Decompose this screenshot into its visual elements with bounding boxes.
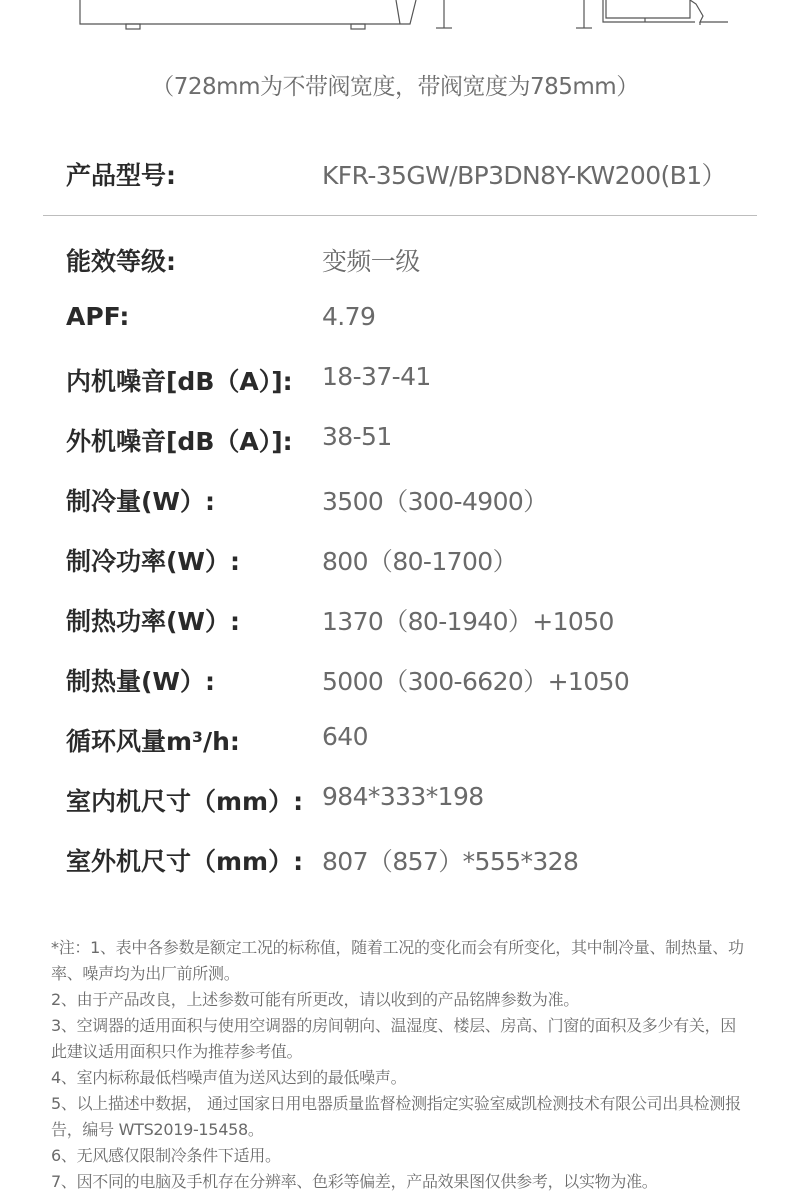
footnote: 7、因不同的电脑及手机存在分辨率、色彩等偏差，产品效果图仅供参考，以实物为准。: [51, 1172, 658, 1191]
spec-value: 807（857）*555*328: [322, 847, 579, 876]
footnote: 2、由于产品改良，上述参数可能有所更改，请以收到的产品铭牌参数为准。: [51, 990, 579, 1009]
spec-label: 室外机尺寸（mm）:: [66, 847, 304, 876]
spec-row-indoor-noise: [0, 356, 790, 416]
spec-value: 800（80-1700）: [322, 547, 517, 576]
spec-row-outdoor-noise: [0, 416, 790, 476]
spec-row-heating-capacity: [0, 656, 790, 716]
footnote: 5、以上描述中数据， 通过国家日用电器质量监督检测指定实验室威凯检测技术有限公司出具检测报告，编号 WTS2019-15458。: [51, 1094, 741, 1139]
spec-label: 制热量(W）:: [66, 667, 215, 696]
spec-value: 变频一级: [322, 247, 420, 276]
spec-row-airflow: [0, 716, 790, 776]
spec-row-apf: [0, 296, 790, 356]
spec-label: 室内机尺寸（mm）:: [66, 787, 304, 816]
spec-value: 3500（300-4900）: [322, 487, 548, 516]
unit-dimension-diagram: [0, 0, 790, 40]
spec-row-cooling-capacity: [0, 476, 790, 536]
divider: [43, 215, 757, 216]
spec-row-outdoor-size: [0, 836, 790, 896]
model-row: [0, 150, 790, 196]
spec-label: 内机噪音[dB（A）]:: [66, 367, 293, 396]
spec-value: 18-37-41: [322, 362, 431, 391]
footnote: *注：1、表中各参数是额定工况的标称值，随着工况的变化而会有所变化，其中制冷量、制热量、功率、噪声均为出厂前所测。: [51, 938, 744, 983]
footnote: 4、室内标称最低档噪声值为送风达到的最低噪声。: [51, 1068, 407, 1087]
spec-label: 循环风量m³/h:: [66, 727, 240, 756]
spec-value: 38-51: [322, 422, 392, 451]
spec-value: 984*333*198: [322, 782, 484, 811]
spec-label: 外机噪音[dB（A）]:: [66, 427, 293, 456]
spec-label: APF:: [66, 302, 130, 331]
footnote: 6、无风感仅限制冷条件下适用。: [51, 1146, 281, 1165]
spec-label: 能效等级:: [66, 247, 176, 276]
footnotes: [51, 935, 751, 1195]
spec-row-heating-power: [0, 596, 790, 656]
spec-label: 制冷量(W）:: [66, 487, 215, 516]
footnote: 3、空调器的适用面积与使用空调器的房间朝向、温湿度、楼层、房高、门窗的面积及多少有关，因此建议适用面积只作为推荐参考值。: [51, 1016, 736, 1061]
spec-value: 1370（80-1940）+1050: [322, 607, 614, 636]
spec-table: [0, 236, 790, 896]
model-label: 产品型号:: [66, 161, 176, 190]
spec-row-indoor-size: [0, 776, 790, 836]
spec-value: 640: [322, 722, 368, 751]
spec-row-energy-efficiency: [0, 236, 790, 296]
width-note: （728mm为不带阀宽度，带阀宽度为785mm）: [151, 74, 639, 100]
spec-label: 制冷功率(W）:: [66, 547, 240, 576]
spec-row-cooling-power: [0, 536, 790, 596]
spec-label: 制热功率(W）:: [66, 607, 240, 636]
spec-value: 4.79: [322, 302, 376, 331]
spec-value: 5000（300-6620）+1050: [322, 667, 630, 696]
model-value: KFR-35GW/BP3DN8Y-KW200(B1）: [322, 161, 726, 190]
